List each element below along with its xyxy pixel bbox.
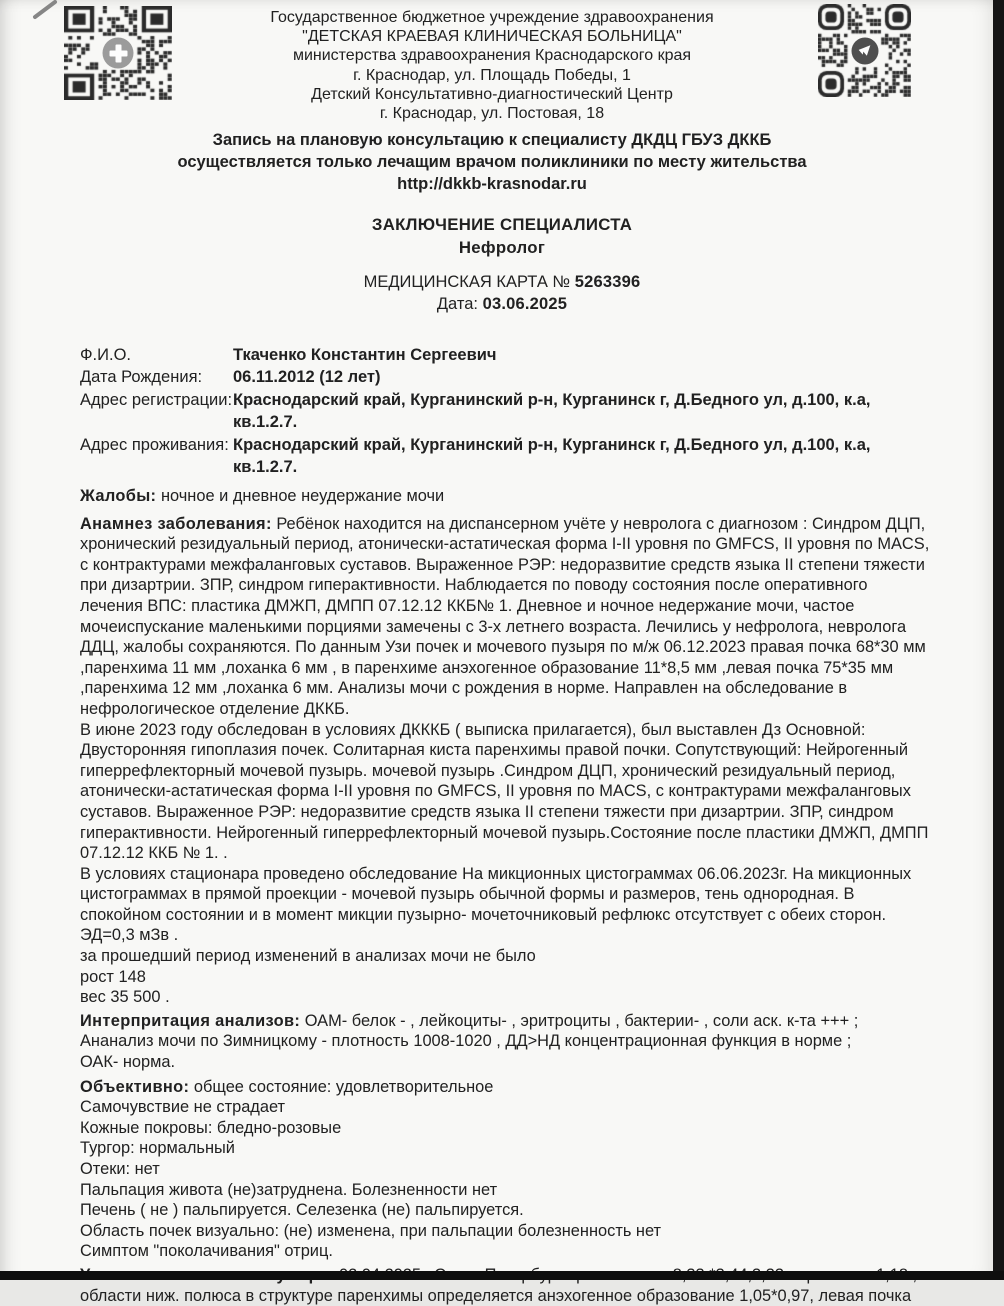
document-title: ЗАКЛЮЧЕНИЕ СПЕЦИАЛИСТА [371, 215, 633, 234]
patient-row [80, 434, 934, 479]
header-line: Государственное бюджетное учреждение здравоохранения [270, 9, 714, 26]
patient-row-label: Ф.И.О. [80, 346, 131, 364]
paragraph: Объективно: общее состояние: удовлетворительное [80, 1077, 494, 1096]
patient-row-label: Дата Рождения: [80, 368, 203, 387]
document-body [80, 486, 933, 1306]
patient-row [80, 366, 934, 388]
telegram-icon [851, 37, 878, 64]
paragraph: В июне 2023 году обследован в условиях ДКККБ ( выписка прилагается), был выставлен Дз Основной: Двусторонняя гипоплазия почек. Солитарная киста паренхимы правой почки. Сопутствующий: Нейрогенный гиперрефлекторный мочевой пузырь. мочевой пузырь .Синдром ДЦП, хронический резидуальный период, атонически-астатическая форма I-II уровня по GMFCS, II уровня по MACS, с контрактурами межфаланговых суставов. Выраженное РЭР: недоразвитие средств языка II степени тяжести при дизартрии. ЗПР, синдром гиперактивности. Нейрогенный гиперрефлекторный мочевой пузырь.Состояние после пластики ДМЖП, ДМПП 07.12.12 ККБ № 1. . [80, 720, 929, 863]
date-value: 03.06.2025 [482, 295, 568, 313]
paragraph: за прошедший период изменений в анализах мочи не было [80, 947, 536, 966]
patient-info [80, 344, 934, 478]
patient-row [80, 389, 934, 434]
header-line: "ДЕТСКАЯ КРАЕВАЯ КЛИНИЧЕСКАЯ БОЛЬНИЦА" [302, 28, 682, 46]
paragraph: рост 148 [80, 967, 146, 986]
patient-row-value: Ткаченко Константин Сергеевич [233, 346, 497, 364]
paragraph: Симптом "поколачивания" отриц. [80, 1242, 333, 1261]
paragraph: вес 35 500 . [80, 988, 170, 1007]
appointment-notice [170, 129, 814, 195]
header-bold-line: Запись на плановую консультацию к специалисту ДКДЦ ГБУЗ ДККБ [212, 131, 772, 150]
medical-card-number: 5263396 [574, 273, 641, 291]
paper-plane-icon [858, 44, 872, 58]
patient-row-label: Адрес проживания: [80, 435, 229, 454]
paragraph: Анамнез заболевания: Ребёнок находится на диспансерном учёте у невролога с диагнозом : Синдром ДЦП, хронический резидуальный период, атонически-астатическая форма I-II уровня по GMFCS, II уровня по MACS, с контрактурами межфаланговых суставов. Выраженное РЭР: недоразвитие средств языка II степени тяжести при дизартрии. ЗПР, синдром гиперактивности. Наблюдается по поводу состояния после оперативного лечения ВПС: пластика ДМЖП, ДМПП 07.12.12 ККБ№ 1. Дневное и ночное недержание мочи, частое мочеиспускание маленькими порциями замечены с 3-х летнего возраста. Лечились у нефролога, невролога ДДЦ, жалобы сохраняются. По данным Узи почек и мочевого пузыря по м/ж 06.12.2023 правая почка 68*30 мм ,паренхима 11 мм ,лоханка 6 мм , в паренхиме анэхогенное образование 11*8,5 мм ,левая почка 75*35 мм ,паренхима 12 мм ,лоханка 6 мм. Анализы мочи с рождения в норме. Направлен на обследование в нефрологическое отделение ДККБ. [80, 514, 930, 718]
hospital-header [170, 8, 814, 195]
card-block [0, 271, 1004, 315]
scan-edge-bottom [0, 1271, 1004, 1280]
patient-row-value: Краснодарский край, Курганинский р-н, Курганинск г, Д.Бедного ул, д.100, к.а, кв.1.2.7. [233, 390, 871, 432]
paragraph: Жалобы: ночное и дневное неудержание мочи [80, 487, 445, 505]
header-bold-line: осуществляется только лечащим врачом поликлиники по месту жительства [177, 153, 807, 172]
paragraph: Печень ( не ) пальпируется. Селезенка (не) пальпируется. [80, 1201, 524, 1220]
paragraph: Интерпритация анализов: ОАМ- белок - , лейкоциты- , эритроциты , бактерии- , соли аск. к-та +++ ; [80, 1011, 859, 1030]
paragraph: Кожные покровы: бледно-розовые [80, 1118, 342, 1137]
medical-cross-icon [103, 38, 134, 69]
paragraph-lead: Жалобы: [80, 487, 157, 505]
paragraph-lead: Анамнез заболевания: [80, 514, 272, 533]
paragraph: Отеки: нет [80, 1160, 160, 1178]
paragraph: Самочувствие не страдает [80, 1098, 286, 1117]
paragraph-lead: Объективно: [80, 1077, 190, 1096]
header-line: Детский Консультативно-диагностический Центр [311, 85, 673, 103]
specialist-name: Нефролог [458, 238, 546, 257]
paragraph-lead: Интерпритация анализов: [80, 1011, 301, 1030]
paragraph: ОАК- норма. [80, 1053, 176, 1072]
paragraph: В условиях стационара проведено обследование На микционных цистограммах 06.06.2023г. На микционных цистограммах в прямой проекции - мочевой пузырь обычной формы и размеров, тень однородная. В спокойном состоянии и в момент микции пузырно- мочеточниковый рефлюкс отсутствует с обеих сторон. ЭД=0,3 мЗв . [80, 864, 912, 945]
paragraph: Ананализ мочи по Зимницкому - плотность 1008-1020 , ДД>НД концентрационная функция в норме ; [80, 1032, 852, 1051]
date-label: Дата: [436, 295, 478, 313]
medical-card-line [0, 271, 1004, 293]
medical-card-label: МЕДИЦИНСКАЯ КАРТА № [363, 273, 571, 291]
header-line: г. Краснодар, ул. Постовая, 18 [379, 105, 605, 123]
paragraph: области ниж. полюса в структуре паренхимы определяется анэхогенное образование 1,05*0,97, левая почка [80, 1265, 933, 1306]
patient-row-value: Краснодарский край, Курганинский р-н, Курганинск г, Д.Бедного ул, д.100, к.а, кв.1.2.7. [233, 435, 871, 477]
paragraph: Тургор: нормальный [80, 1139, 235, 1158]
hospital-header-lines [170, 8, 814, 123]
patient-row-value: 06.11.2012 (12 лет) [233, 368, 381, 387]
paragraph: Пальпация живота (не)затруднена. Болезненности нет [80, 1180, 498, 1199]
qr-code-hospital [64, 6, 172, 100]
paragraph: Область почек визуально: (не) изменена, при пальпации болезненность нет [80, 1221, 662, 1240]
scan-edge-right [993, 0, 1004, 1280]
cross-bar-horizontal [109, 50, 127, 56]
qr-code-telegram [818, 4, 911, 97]
header-bold-line: http://dkkb-krasnodar.ru [397, 175, 587, 194]
document-title-block [0, 213, 1004, 259]
patient-row-label: Адрес регистрации: [80, 390, 233, 409]
patient-row [80, 344, 934, 366]
header-line: г. Краснодар, ул. Площадь Победы, 1 [353, 66, 631, 84]
header-line: министерства здравоохранения Краснодарского края [292, 47, 692, 65]
date-line [0, 293, 1004, 315]
